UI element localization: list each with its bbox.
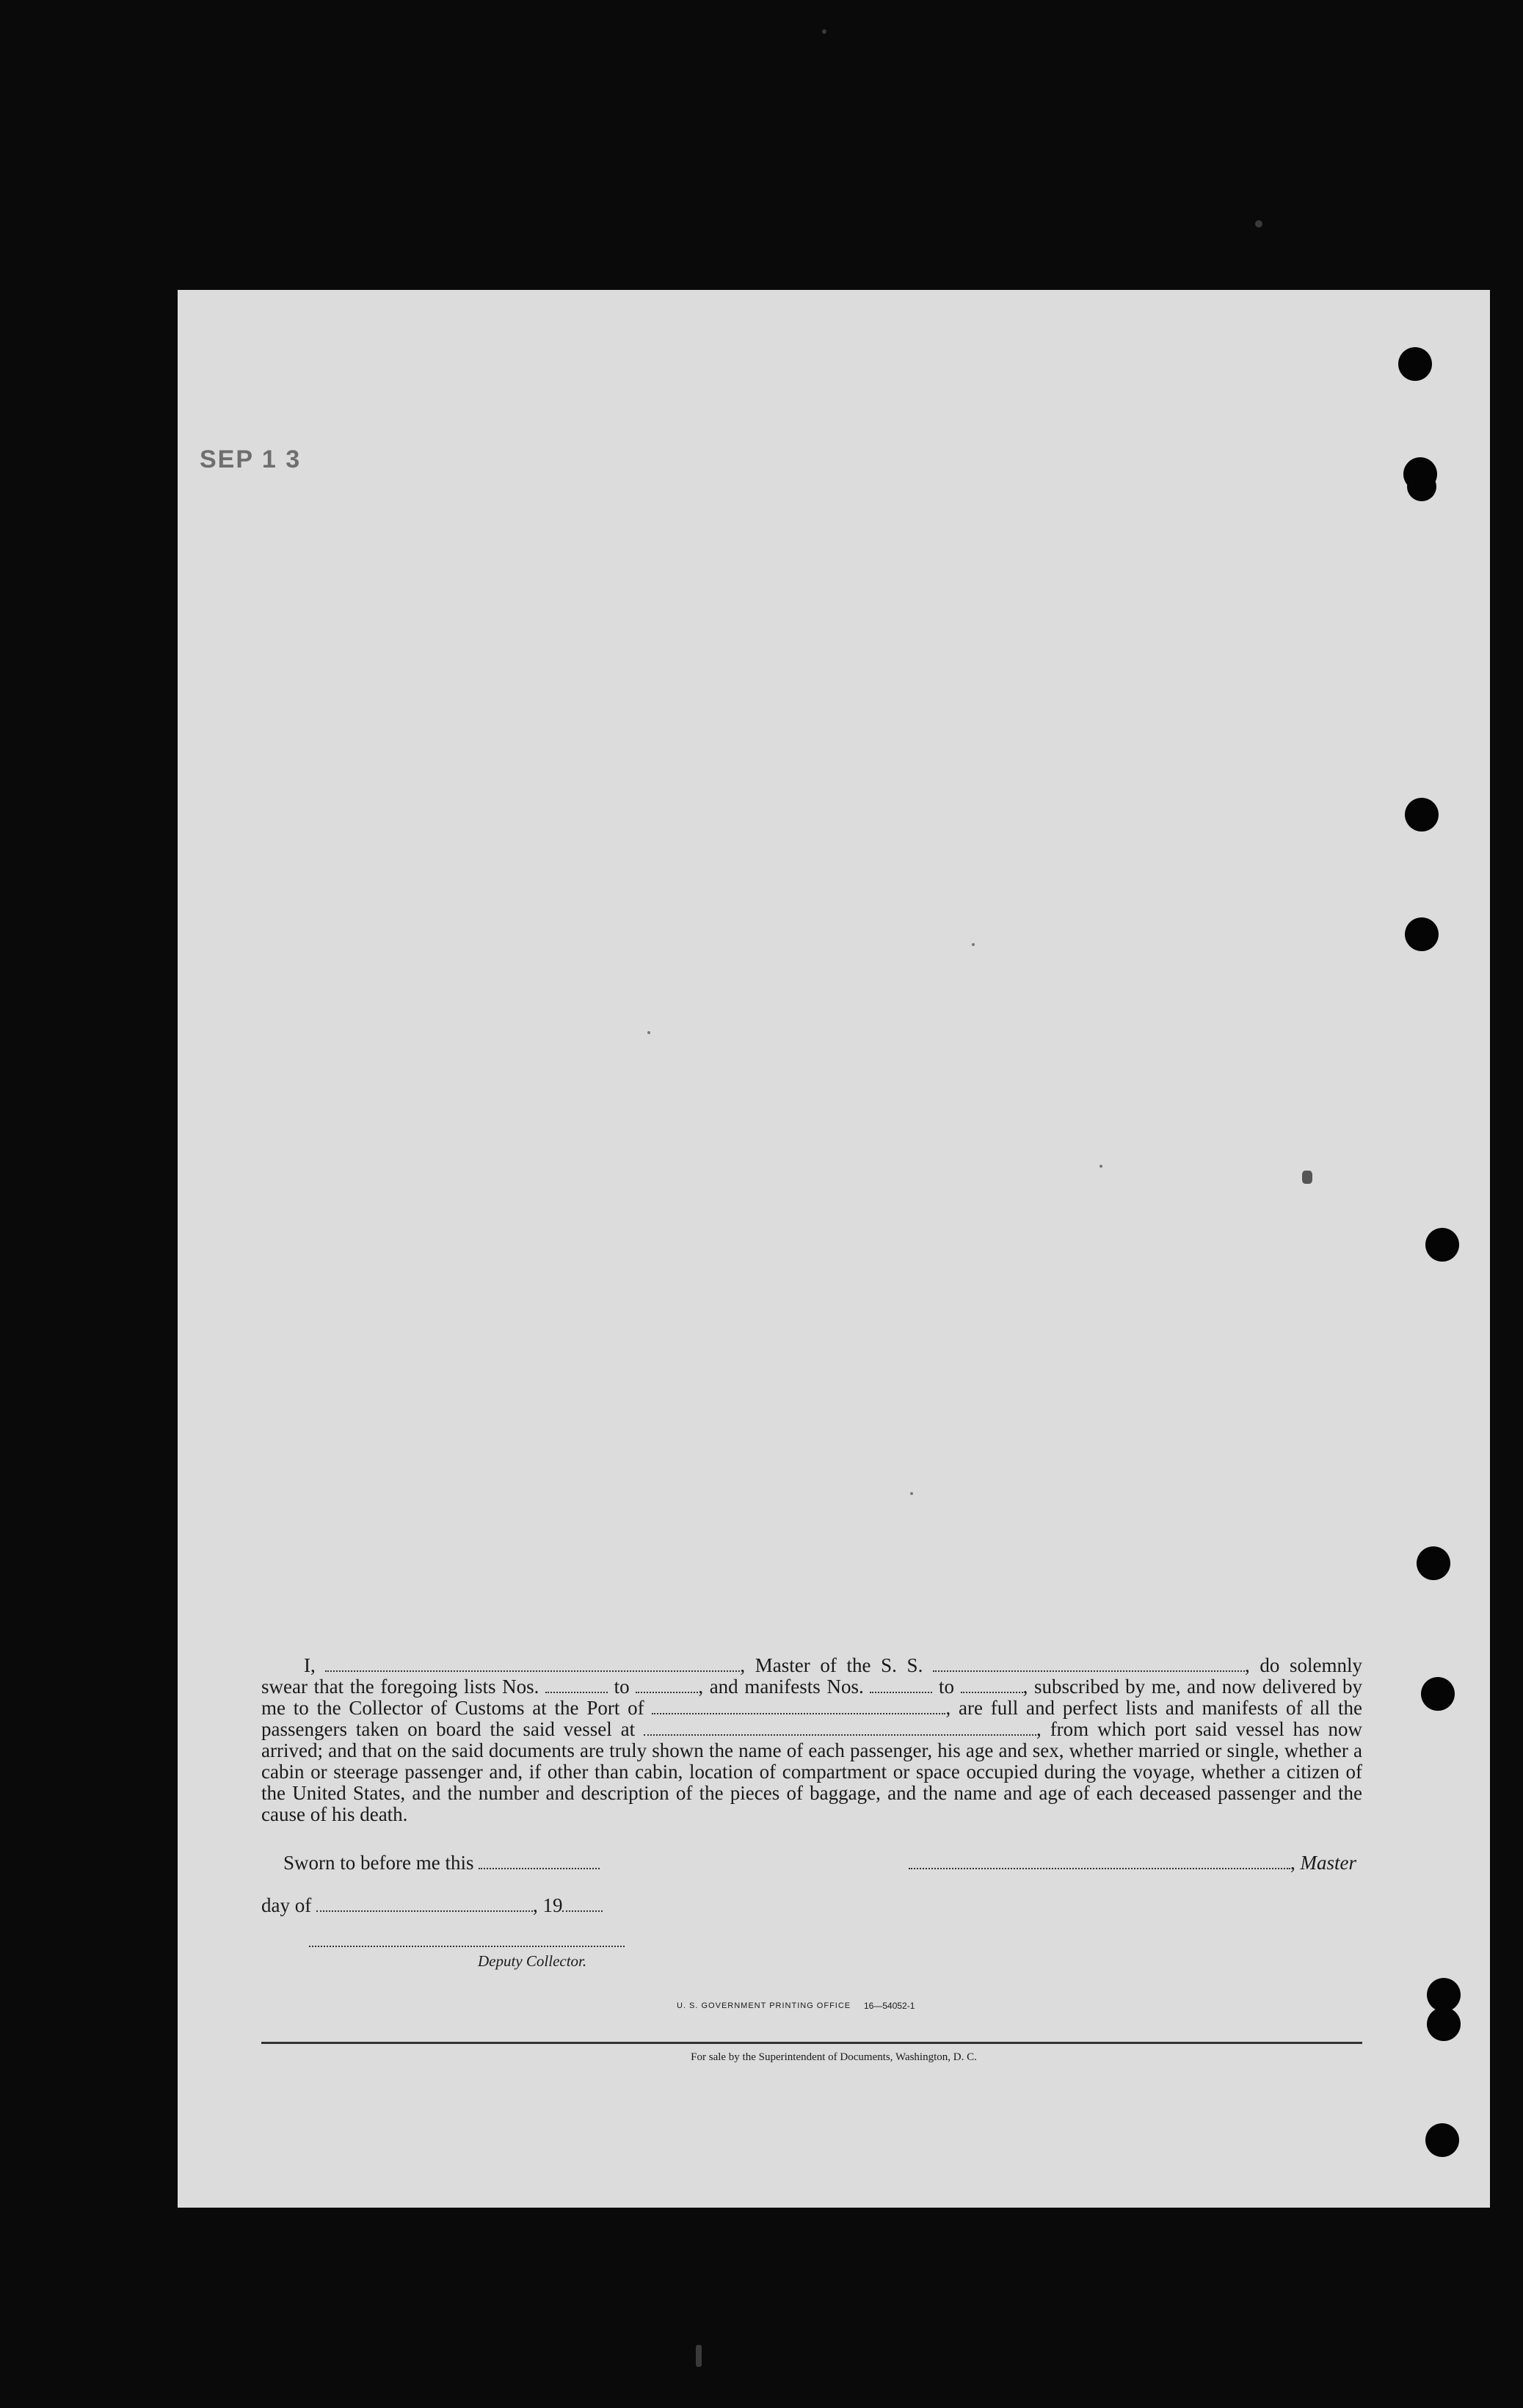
day-of-line xyxy=(261,1894,603,1917)
scan-speck xyxy=(696,2345,702,2367)
month-blank[interactable] xyxy=(316,1900,533,1912)
scan-speck xyxy=(822,29,826,34)
port-blank[interactable] xyxy=(652,1703,945,1714)
binder-hole xyxy=(1425,1228,1459,1262)
binder-hole xyxy=(1427,2007,1461,2041)
deputy-signature-blank[interactable] xyxy=(309,1946,625,1947)
ink-speck xyxy=(910,1492,913,1495)
master-label: Master xyxy=(1300,1852,1356,1874)
departure-port-blank[interactable] xyxy=(644,1724,1036,1736)
oath-are-full: , are full and perfect lists and xyxy=(945,1697,1194,1719)
oath-and-manifests: , and manifests Nos. xyxy=(698,1676,864,1698)
master-signature-blank[interactable] xyxy=(909,1858,1290,1869)
scan-speck xyxy=(1255,220,1262,228)
footer-rule xyxy=(261,2042,1362,2044)
lists-from-blank[interactable] xyxy=(545,1681,608,1693)
oath-master-of: , Master of the S. S. xyxy=(740,1654,923,1676)
oath-manifests: manifests of all the passengers taken on board the said vessel at xyxy=(261,1697,1363,1740)
ink-speck xyxy=(1099,1165,1102,1168)
manifest-page xyxy=(178,290,1490,2208)
oath-swear: swear that the foregoing lists Nos. xyxy=(261,1676,539,1698)
oath-delivered: delivered by me to the Collector of Customs at the Port of xyxy=(261,1676,1363,1719)
oath-subscribed: , subscribed by me, and now xyxy=(1022,1676,1257,1698)
oath-rest: port said vessel has now arrived; and that on the said documents are truly shown the name of each passenger, his age and sex, whether married or single, whether a cabin or steerage passenger and, if other than cabin, location of compartment or space occupied during the voyage, whether a citizen of the United States, and the number and description of the pieces of baggage, and the name and age of each deceased passenger and the cause of his death. xyxy=(261,1718,1363,1825)
binder-hole xyxy=(1405,798,1439,832)
oath-paragraph xyxy=(261,1655,1362,1825)
oath-to: to xyxy=(938,1676,954,1698)
ink-speck xyxy=(972,943,975,946)
oath-i: I, xyxy=(304,1654,316,1676)
master-signature-line: , Master xyxy=(909,1852,1356,1874)
binder-hole xyxy=(1398,347,1432,381)
oath-from-which: , from which xyxy=(1036,1718,1146,1740)
gpo-imprint: U. S. GOVERNMENT PRINTING OFFICE xyxy=(677,2001,851,2010)
sworn-line xyxy=(283,1852,600,1874)
sworn-label: Sworn to before me this xyxy=(283,1852,474,1874)
master-name-blank[interactable] xyxy=(325,1660,740,1672)
manifests-from-blank[interactable] xyxy=(870,1681,932,1693)
day-of-label: day of xyxy=(261,1894,312,1916)
ship-name-blank[interactable] xyxy=(933,1660,1245,1672)
binder-hole xyxy=(1407,472,1436,501)
date-stamp: SEP 1 3 xyxy=(200,445,302,473)
ink-speck xyxy=(1302,1171,1312,1184)
binder-hole xyxy=(1405,917,1439,951)
manifests-to-blank[interactable] xyxy=(961,1681,1023,1693)
sworn-day-blank[interactable] xyxy=(479,1858,600,1869)
binder-hole xyxy=(1425,2123,1459,2157)
ink-speck xyxy=(647,1031,650,1034)
deputy-collector-label: Deputy Collector. xyxy=(478,1952,587,1970)
footer-sale-note: For sale by the Superintendent of Documents, Washington, D. C. xyxy=(691,2051,977,2063)
binder-hole xyxy=(1417,1546,1450,1580)
lists-to-blank[interactable] xyxy=(636,1681,698,1693)
oath-do-solemnly: , do solemnly xyxy=(1244,1654,1362,1676)
year-prefix: , 19 xyxy=(532,1894,563,1916)
binder-hole xyxy=(1421,1677,1455,1711)
form-code: 16—54052-1 xyxy=(864,2001,915,2011)
year-blank[interactable] xyxy=(562,1900,603,1912)
oath-to: to xyxy=(614,1676,630,1698)
